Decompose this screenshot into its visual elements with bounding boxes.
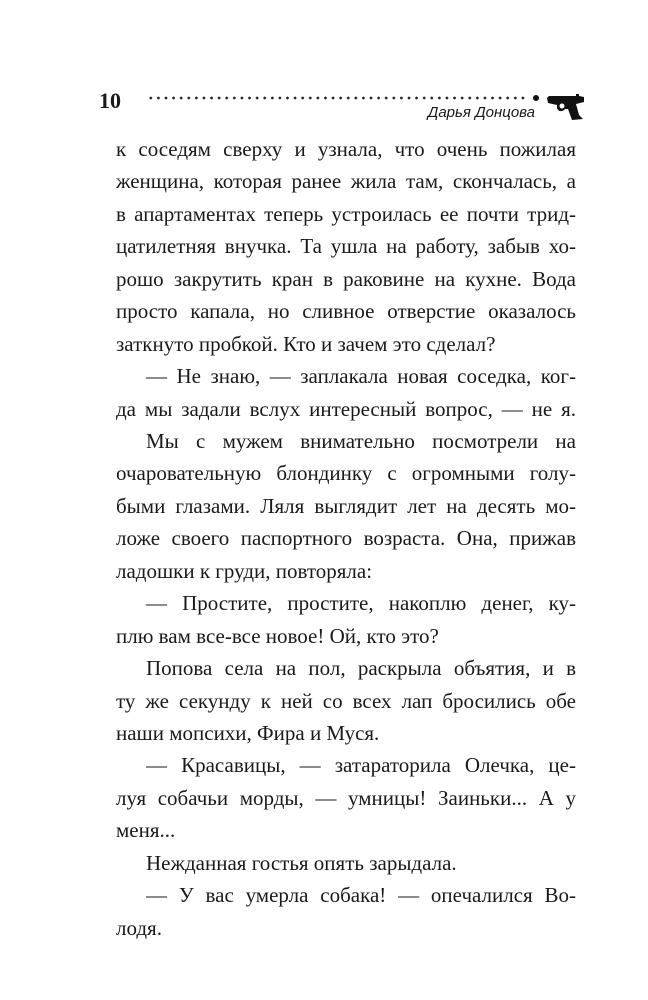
leader-end-dot — [533, 95, 539, 101]
author-name: Дарья Донцова — [427, 104, 535, 121]
text-line: меня... — [116, 818, 176, 843]
text-line: рошо закрутить кран в раковине на кухне. Вода — [116, 266, 576, 291]
text-line: да мы задали вслух интересный вопрос, — не я. — [116, 396, 576, 421]
revolver-icon — [546, 93, 586, 121]
text-line: — У вас умерла собака! — опечалился Во- — [146, 883, 576, 908]
text-line: — Простите, простите, накоплю денег, ку- — [146, 591, 576, 616]
dotted-leader — [147, 96, 529, 100]
text-line: плю вам все-все новое! Ой, кто это? — [116, 623, 439, 648]
text-line: Попова села на пол, раскрыла объятия, и в — [146, 656, 576, 681]
text-line: Нежданная гостья опять зарыдала. — [146, 850, 457, 875]
text-line: заткнуто пробкой. Кто и зачем это сделал? — [116, 331, 496, 356]
text-line: цатилетняя внучка. Та ушла на работу, забыв хо- — [116, 234, 576, 259]
text-line: луя собачьи морды, — умницы! Заиньки... А у — [116, 785, 576, 810]
text-line: ложе своего паспортного возраста. Она, прижав — [116, 526, 576, 551]
text-line: быми глазами. Ляля выглядит лет на десять мо- — [116, 493, 576, 518]
text-line: женщина, которая ранее жила там, скончалась, а — [116, 169, 576, 194]
text-line: Мы с мужем внимательно посмотрели на — [146, 429, 576, 453]
text-line: в апартаментах теперь устроилась ее почти трид- — [116, 201, 576, 226]
text-line: к соседям сверху и узнала, что очень пожилая — [116, 137, 576, 161]
text-line: просто капала, но сливное отверстие оказалось — [116, 299, 576, 324]
text-line: очаровательную блондинку с огромными голу- — [116, 461, 576, 486]
text-line: лодя. — [116, 915, 162, 940]
text-line: — Не знаю, — заплакала новая соседка, ког- — [146, 364, 576, 389]
text-line: ту же секунду к ней со всех лап бросились обе — [116, 688, 576, 713]
text-line: наши мопсихи, Фира и Муся. — [116, 721, 380, 745]
page-number: 10 — [99, 88, 121, 113]
text-line: ладошки к груди, повторяла: — [116, 558, 373, 583]
text-line: — Красавицы, — затараторила Олечка, це- — [146, 753, 576, 778]
